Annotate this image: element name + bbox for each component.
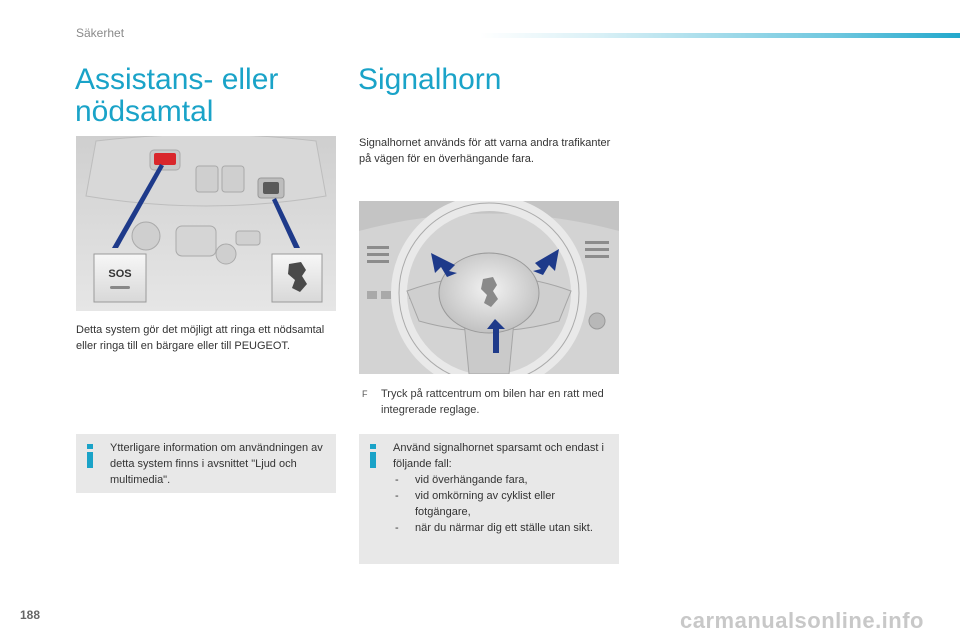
list-item: - när du närmar dig ett ställe utan sikt. <box>395 522 593 534</box>
instruction-text: Tryck på rattcentrum om bilen har en ratt med integrerade reglage. <box>381 388 604 416</box>
left-info-box <box>76 434 336 493</box>
watermark: carmanualsonline.info <box>680 608 924 633</box>
sos-console-illustration <box>76 136 336 311</box>
left-title-line-1: Assistans- eller <box>75 63 279 96</box>
list-item: - vid överhängande fara, <box>395 474 528 486</box>
steering-wheel-illustration <box>359 201 619 374</box>
right-info-list <box>393 472 613 536</box>
bullet-marker: F <box>362 389 368 399</box>
right-info-content <box>393 440 613 536</box>
left-section-title <box>75 64 335 128</box>
header-accent-bar <box>480 33 960 38</box>
right-info-intro: Använd signalhornet sparsamt och endast i följande fall: <box>393 442 604 470</box>
info-icon <box>85 444 95 466</box>
sos-console-drawing <box>76 136 336 311</box>
left-body-text: Detta system gör det möjligt att ringa ett nödsamtal eller ringa till en bärgare eller till PEUGEOT. <box>76 324 325 352</box>
info-icon <box>368 444 378 466</box>
left-info-text: Ytterligare information om användningen av detta system finns i avsnittet "Ljud och multimedia". <box>110 442 323 486</box>
page-number: 188 <box>20 608 41 622</box>
left-title-line-2: nödsamtal <box>75 95 214 128</box>
list-item: - vid omkörning av cyklist eller fotgängare, <box>395 490 555 518</box>
section-label: Säkerhet <box>76 26 125 40</box>
right-info-box <box>359 434 619 564</box>
sos-button-label: SOS <box>108 268 132 280</box>
right-section-title: Signalhorn <box>358 63 502 96</box>
right-body-text: Signalhornet används för att varna andra trafikanter på vägen för en överhängande fara. <box>359 137 611 165</box>
steering-wheel-drawing <box>359 201 619 374</box>
